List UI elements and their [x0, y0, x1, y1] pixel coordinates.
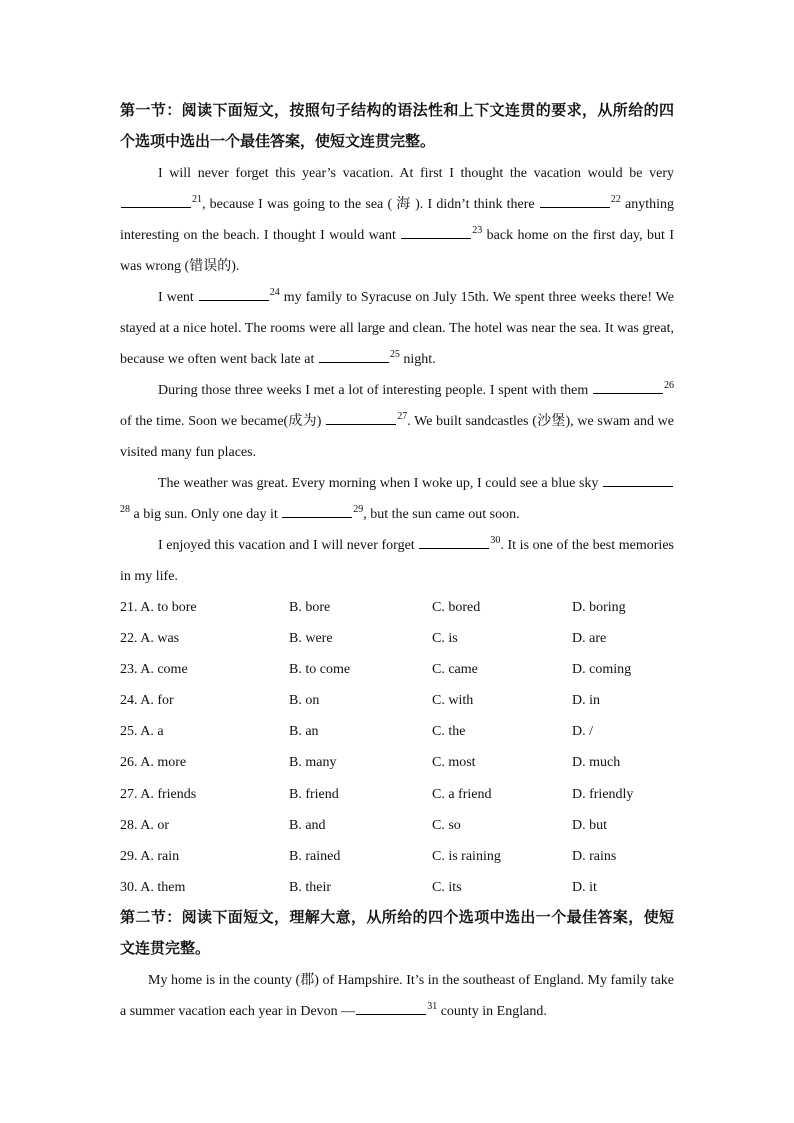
option-row — [120, 685, 674, 716]
option-choice[interactable]: B. to come — [289, 662, 351, 678]
option-choice[interactable]: B. bore — [289, 600, 331, 615]
option-row — [120, 872, 674, 903]
option-row — [120, 841, 674, 872]
option-row — [120, 592, 674, 623]
option-choice[interactable]: D. in — [572, 693, 600, 709]
answer-blank[interactable] — [593, 380, 663, 394]
passage-paragraph: I enjoyed this vacation and I will never forget $^{30}$. It is one of the best memories in my life. — [120, 535, 674, 584]
option-choice[interactable]: 24. A. for — [120, 693, 174, 709]
blank-number: 22 — [610, 194, 621, 205]
passage-paragraph: I went $^{24}$ my family to Syracuse on July 15th. We spent three weeks there! We stayed at a nice hotel. The rooms were all large and clean. The hotel was near the sea. It was great, because we often went back late at $^{25}$ night. — [120, 287, 674, 367]
option-choice[interactable]: D. / — [572, 724, 593, 740]
option-row — [120, 654, 674, 685]
option-choice[interactable]: D. much — [572, 755, 621, 771]
blank-number: 26 — [664, 380, 674, 391]
option-row — [120, 747, 674, 778]
option-choice[interactable]: C. bored — [432, 600, 481, 615]
option-choice[interactable]: B. rained — [289, 848, 341, 864]
answer-blank[interactable] — [319, 349, 389, 363]
option-choice[interactable]: D. are — [572, 631, 607, 647]
option-choice[interactable]: B. an — [289, 724, 319, 740]
passage-paragraph: I will never forget this year’s vacation. At first I thought the vacation would be very $^{21}$, because I was going to the sea ( 海 ). I didn’t think there $^{22}$ anything interesting on the beach. I thought I would want $^{23}$ back home on the first day, but I was wrong (错误的). — [120, 166, 675, 274]
option-choice[interactable]: B. many — [289, 755, 337, 771]
document-content — [120, 96, 674, 1027]
option-choice[interactable]: B. friend — [289, 786, 339, 802]
blank-number: 30 — [490, 535, 501, 546]
blank-number: 31 — [427, 1000, 438, 1012]
blank-number: 25 — [389, 349, 400, 360]
option-row — [120, 810, 674, 841]
option-choice[interactable]: 30. A. them — [120, 879, 186, 895]
section2-passage — [120, 965, 674, 1027]
option-choice[interactable]: C. is — [432, 631, 458, 647]
option-choice[interactable]: C. so — [432, 817, 461, 833]
blank-number: 23 — [472, 225, 483, 236]
answer-blank[interactable] — [401, 225, 471, 239]
option-choice[interactable]: C. the — [432, 724, 466, 740]
option-choice[interactable]: C. came — [432, 662, 478, 678]
blank-number: 24 — [269, 287, 280, 298]
blank-number: 21 — [192, 194, 202, 205]
option-choice[interactable]: 21. A. to bore — [120, 600, 197, 615]
option-row — [120, 716, 674, 747]
option-choice[interactable]: 23. A. come — [120, 662, 188, 678]
option-choice[interactable]: D. friendly — [572, 786, 634, 802]
option-choice[interactable]: D. boring — [572, 600, 626, 615]
option-choice[interactable]: C. is raining — [432, 848, 501, 864]
option-choice[interactable]: D. it — [572, 879, 597, 895]
passage-paragraph: During those three weeks I met a lot of interesting people. I spent with them $^{26}$ of the time. Soon we became(成为) $^{27}$. We built sandcastles (沙堡), we swam and we visited many fun places. — [120, 380, 674, 460]
answer-blank[interactable] — [540, 194, 610, 208]
blank-number: 29 — [353, 504, 364, 515]
option-choice[interactable]: 29. A. rain — [120, 848, 180, 864]
answer-blank[interactable] — [199, 287, 269, 301]
option-row — [120, 779, 674, 810]
blank-number: 28 — [120, 504, 130, 515]
option-choice[interactable]: B. and — [289, 817, 326, 833]
option-choice[interactable]: 22. A. was — [120, 631, 180, 647]
option-choice[interactable]: B. on — [289, 693, 320, 709]
section1-passage — [120, 158, 674, 592]
option-choice[interactable]: C. its — [432, 879, 462, 895]
answer-blank[interactable] — [603, 473, 673, 487]
option-choice[interactable]: D. rains — [572, 848, 617, 864]
option-choice[interactable]: 28. A. or — [120, 817, 169, 833]
answer-blank[interactable] — [282, 504, 352, 518]
answer-blank[interactable] — [121, 194, 191, 208]
option-choice[interactable]: C. a friend — [432, 786, 492, 802]
option-choice[interactable]: 25. A. a — [120, 724, 164, 740]
option-choice[interactable]: 27. A. friends — [120, 786, 197, 802]
passage-paragraph: My home is in the county (郡) of Hampshire. It’s in the southeast of England. My family take a summer vacation each year in Devon — $^{31}$ county in England. — [120, 972, 674, 1019]
section1-title: 第一节：阅读下面短文，按照句子结构的语法性和上下文连贯的要求，从所给的四个选项中选出一个最佳答案，使短文连贯完整。 — [120, 103, 674, 150]
option-choice[interactable]: D. coming — [572, 662, 632, 678]
answer-blank[interactable] — [356, 1001, 426, 1015]
option-choice[interactable]: B. their — [289, 879, 331, 895]
option-choice[interactable]: C. with — [432, 693, 474, 709]
answer-blank[interactable] — [419, 535, 489, 549]
option-row — [120, 623, 674, 654]
answer-blank[interactable] — [326, 411, 396, 425]
option-choice[interactable]: C. most — [432, 755, 476, 771]
option-choice[interactable]: 26. A. more — [120, 755, 187, 771]
passage-paragraph: The weather was great. Every morning when I woke up, I could see a blue sky $^{28}$ a big sun. Only one day it $^{29}$, but the sun came out soon. — [120, 468, 674, 530]
options-list — [120, 592, 674, 903]
blank-number: 27 — [397, 411, 408, 422]
section2-title: 第二节：阅读下面短文，理解大意，从所给的四个选项中选出一个最佳答案，使短文连贯完整。 — [120, 909, 674, 957]
option-choice[interactable]: B. were — [289, 631, 333, 647]
option-choice[interactable]: D. but — [572, 817, 607, 833]
